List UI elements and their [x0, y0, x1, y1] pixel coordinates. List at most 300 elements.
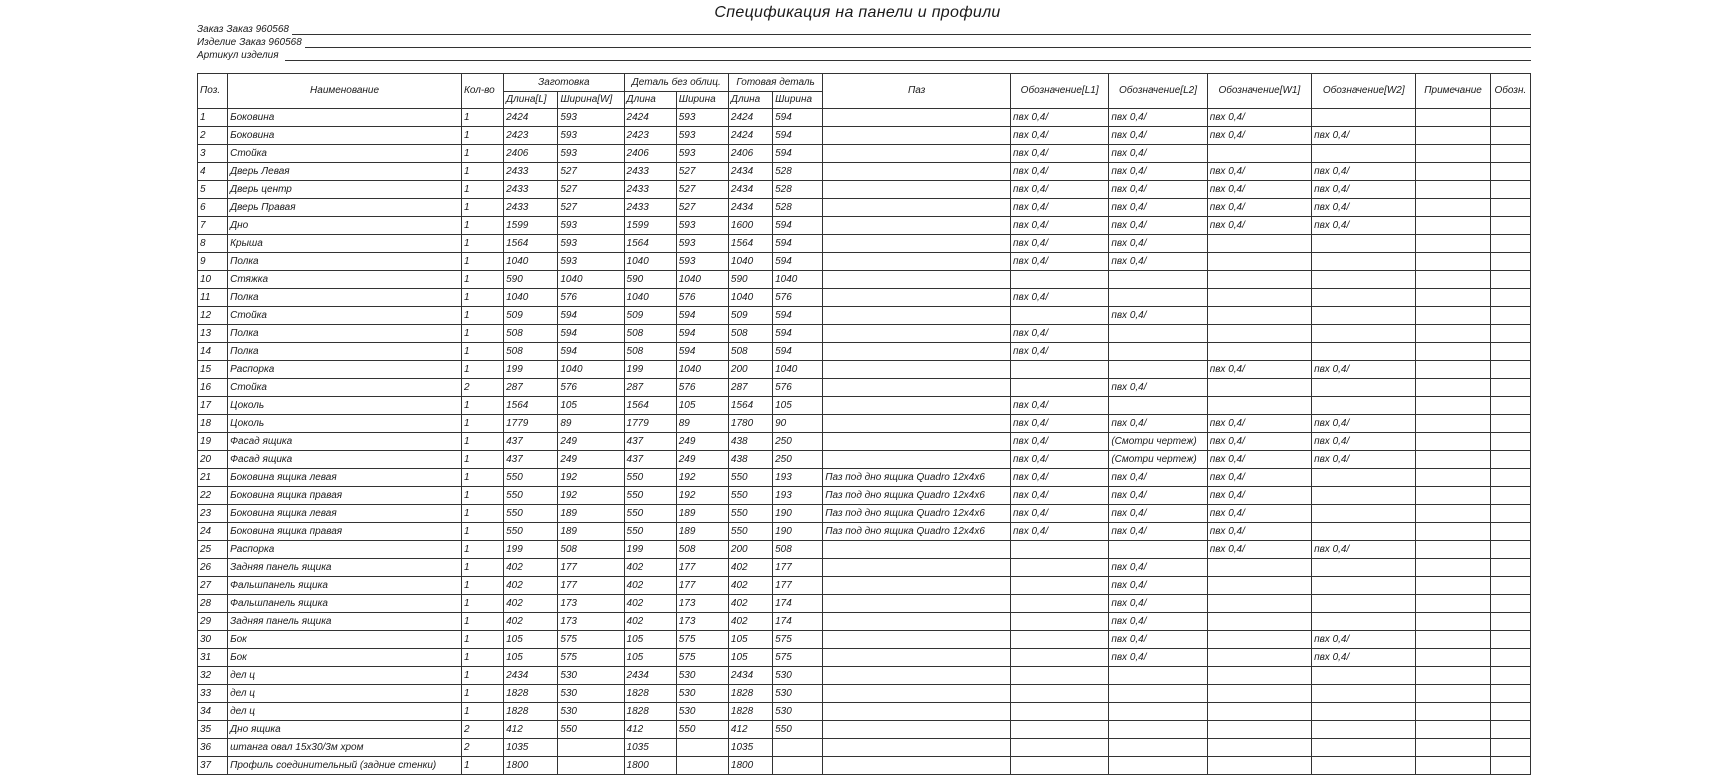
cell-finished-length: 412 [728, 721, 772, 739]
cell-blank-width: 593 [558, 145, 624, 163]
meta-article-label: Артикул изделия [197, 50, 282, 61]
cell-edge-l1: пвх 0,4/ [1010, 469, 1108, 487]
cell-edge-w1 [1207, 757, 1311, 775]
cell-edge-w1 [1207, 667, 1311, 685]
cell-edge-w1 [1207, 595, 1311, 613]
table-row [198, 541, 1531, 559]
cell-groove [823, 649, 1011, 667]
cell-detail-length: 2423 [624, 127, 676, 145]
cell-finished-width: 193 [773, 487, 823, 505]
cell-edge-w2 [1312, 379, 1416, 397]
cell-edge-l2 [1109, 541, 1207, 559]
cell-finished-length: 1828 [728, 685, 772, 703]
cell-groove [823, 577, 1011, 595]
cell-name: Стойка [228, 379, 462, 397]
cell-groove [823, 379, 1011, 397]
cell-note [1416, 685, 1490, 703]
cell-designation [1490, 487, 1530, 505]
cell-blank-width: 192 [558, 487, 624, 505]
cell-detail-width [676, 757, 728, 775]
header-blank-length: Длина[L] [504, 92, 558, 109]
cell-edge-l1: пвх 0,4/ [1010, 325, 1108, 343]
cell-detail-width: 530 [676, 703, 728, 721]
cell-finished-length: 105 [728, 631, 772, 649]
cell-edge-l1 [1010, 613, 1108, 631]
table-row [198, 379, 1531, 397]
cell-groove [823, 613, 1011, 631]
cell-qty: 1 [461, 595, 503, 613]
cell-blank-length: 1800 [504, 757, 558, 775]
cell-name: Крыша [228, 235, 462, 253]
cell-name: Полка [228, 289, 462, 307]
cell-name: Бок [228, 649, 462, 667]
cell-detail-width: 530 [676, 685, 728, 703]
cell-name: Дно [228, 217, 462, 235]
cell-blank-length: 1564 [504, 397, 558, 415]
cell-finished-width: 576 [773, 379, 823, 397]
cell-designation [1490, 523, 1530, 541]
cell-pos: 31 [198, 649, 228, 667]
header-groove: Паз [823, 74, 1011, 109]
cell-blank-width: 594 [558, 325, 624, 343]
cell-edge-l2: пвх 0,4/ [1109, 469, 1207, 487]
cell-blank-length: 2433 [504, 199, 558, 217]
cell-edge-l1: пвх 0,4/ [1010, 397, 1108, 415]
cell-blank-length: 1035 [504, 739, 558, 757]
cell-pos: 23 [198, 505, 228, 523]
cell-edge-w2 [1312, 739, 1416, 757]
cell-edge-l2: пвх 0,4/ [1109, 559, 1207, 577]
header-name: Наименование [228, 74, 462, 109]
cell-finished-length: 2434 [728, 163, 772, 181]
cell-finished-length: 287 [728, 379, 772, 397]
cell-note [1416, 217, 1490, 235]
table-row [198, 433, 1531, 451]
cell-qty: 1 [461, 235, 503, 253]
cell-finished-length: 1564 [728, 235, 772, 253]
cell-designation [1490, 685, 1530, 703]
cell-qty: 1 [461, 163, 503, 181]
cell-detail-width: 192 [676, 469, 728, 487]
cell-groove [823, 127, 1011, 145]
cell-name: Задняя панель ящика [228, 613, 462, 631]
cell-groove: Паз под дно ящика Quadro 12х4х6 [823, 469, 1011, 487]
cell-detail-length: 508 [624, 343, 676, 361]
cell-groove [823, 235, 1011, 253]
cell-pos: 9 [198, 253, 228, 271]
cell-finished-width: 550 [773, 721, 823, 739]
cell-edge-w1: пвх 0,4/ [1207, 415, 1311, 433]
cell-detail-length: 2433 [624, 181, 676, 199]
cell-pos: 16 [198, 379, 228, 397]
cell-qty: 1 [461, 703, 503, 721]
cell-name: Боковина ящика правая [228, 487, 462, 505]
cell-groove [823, 541, 1011, 559]
cell-qty: 1 [461, 685, 503, 703]
cell-name: Дверь Левая [228, 163, 462, 181]
cell-name: дел ц [228, 685, 462, 703]
cell-edge-w1: пвх 0,4/ [1207, 199, 1311, 217]
cell-finished-width: 190 [773, 505, 823, 523]
cell-edge-l1 [1010, 307, 1108, 325]
cell-qty: 1 [461, 415, 503, 433]
cell-detail-width: 249 [676, 451, 728, 469]
cell-note [1416, 235, 1490, 253]
spec-table-header [198, 74, 1531, 109]
cell-pos: 1 [198, 109, 228, 127]
cell-edge-l2 [1109, 757, 1207, 775]
cell-edge-w2 [1312, 289, 1416, 307]
cell-finished-width: 174 [773, 613, 823, 631]
cell-blank-width: 527 [558, 181, 624, 199]
cell-note [1416, 595, 1490, 613]
cell-finished-width: 594 [773, 235, 823, 253]
cell-qty: 1 [461, 109, 503, 127]
header-l1: Обозначение[L1] [1010, 74, 1108, 109]
cell-edge-l1: пвх 0,4/ [1010, 145, 1108, 163]
cell-qty: 1 [461, 325, 503, 343]
cell-edge-l2: пвх 0,4/ [1109, 505, 1207, 523]
cell-finished-width: 250 [773, 451, 823, 469]
cell-note [1416, 397, 1490, 415]
cell-note [1416, 325, 1490, 343]
cell-finished-width: 193 [773, 469, 823, 487]
cell-detail-width: 527 [676, 199, 728, 217]
header-w2: Обозначение[W2] [1312, 74, 1416, 109]
cell-pos: 2 [198, 127, 228, 145]
cell-blank-length: 2433 [504, 181, 558, 199]
cell-detail-length: 1828 [624, 703, 676, 721]
cell-note [1416, 163, 1490, 181]
cell-pos: 36 [198, 739, 228, 757]
cell-pos: 5 [198, 181, 228, 199]
cell-note [1416, 451, 1490, 469]
cell-finished-length: 550 [728, 469, 772, 487]
cell-edge-l1: пвх 0,4/ [1010, 451, 1108, 469]
cell-edge-w2: пвх 0,4/ [1312, 199, 1416, 217]
cell-name: Фальшпанель ящика [228, 577, 462, 595]
cell-name: Боковина [228, 127, 462, 145]
cell-designation [1490, 361, 1530, 379]
cell-edge-l1 [1010, 541, 1108, 559]
cell-edge-l1 [1010, 649, 1108, 667]
cell-detail-length: 550 [624, 505, 676, 523]
cell-blank-length: 287 [504, 379, 558, 397]
cell-finished-width [773, 757, 823, 775]
cell-pos: 3 [198, 145, 228, 163]
cell-groove [823, 397, 1011, 415]
cell-blank-length: 2434 [504, 667, 558, 685]
cell-edge-w1 [1207, 325, 1311, 343]
cell-detail-length: 412 [624, 721, 676, 739]
cell-blank-length: 509 [504, 307, 558, 325]
cell-pos: 14 [198, 343, 228, 361]
cell-detail-width: 508 [676, 541, 728, 559]
cell-edge-l1 [1010, 667, 1108, 685]
cell-edge-w1: пвх 0,4/ [1207, 541, 1311, 559]
cell-detail-width: 527 [676, 163, 728, 181]
cell-detail-length: 1564 [624, 235, 676, 253]
cell-finished-length: 1600 [728, 217, 772, 235]
cell-groove: Паз под дно ящика Quadro 12х4х6 [823, 523, 1011, 541]
cell-edge-l1 [1010, 379, 1108, 397]
cell-finished-width: 177 [773, 577, 823, 595]
cell-finished-length: 550 [728, 523, 772, 541]
cell-qty: 1 [461, 343, 503, 361]
table-row [198, 415, 1531, 433]
cell-edge-w1: пвх 0,4/ [1207, 487, 1311, 505]
cell-qty: 1 [461, 487, 503, 505]
cell-detail-length: 1599 [624, 217, 676, 235]
cell-edge-l2: пвх 0,4/ [1109, 253, 1207, 271]
cell-groove [823, 325, 1011, 343]
cell-edge-w2 [1312, 253, 1416, 271]
cell-edge-w2: пвх 0,4/ [1312, 217, 1416, 235]
cell-finished-width: 594 [773, 145, 823, 163]
cell-note [1416, 127, 1490, 145]
cell-qty: 1 [461, 631, 503, 649]
cell-note [1416, 505, 1490, 523]
cell-edge-l1: пвх 0,4/ [1010, 199, 1108, 217]
cell-finished-length: 1035 [728, 739, 772, 757]
cell-finished-width: 508 [773, 541, 823, 559]
cell-finished-width: 594 [773, 127, 823, 145]
cell-edge-l1 [1010, 595, 1108, 613]
cell-blank-length: 2406 [504, 145, 558, 163]
cell-finished-length: 1040 [728, 253, 772, 271]
table-row [198, 631, 1531, 649]
cell-edge-w2 [1312, 703, 1416, 721]
cell-groove [823, 181, 1011, 199]
cell-finished-width: 575 [773, 649, 823, 667]
cell-name: Боковина ящика правая [228, 523, 462, 541]
cell-finished-width: 1040 [773, 361, 823, 379]
cell-edge-w1: пвх 0,4/ [1207, 127, 1311, 145]
cell-edge-w1 [1207, 397, 1311, 415]
cell-note [1416, 559, 1490, 577]
cell-qty: 1 [461, 289, 503, 307]
cell-name: Дверь Правая [228, 199, 462, 217]
cell-groove [823, 739, 1011, 757]
cell-finished-width: 528 [773, 181, 823, 199]
cell-qty: 1 [461, 217, 503, 235]
cell-note [1416, 181, 1490, 199]
cell-qty: 1 [461, 397, 503, 415]
cell-groove [823, 595, 1011, 613]
cell-designation [1490, 451, 1530, 469]
cell-qty: 1 [461, 253, 503, 271]
cell-edge-w1: пвх 0,4/ [1207, 163, 1311, 181]
cell-edge-w1: пвх 0,4/ [1207, 361, 1311, 379]
cell-finished-length: 1040 [728, 289, 772, 307]
cell-edge-w2 [1312, 613, 1416, 631]
cell-name: штанга овал 15х30/3м хром [228, 739, 462, 757]
cell-finished-length: 402 [728, 613, 772, 631]
cell-detail-length: 2433 [624, 163, 676, 181]
cell-pos: 24 [198, 523, 228, 541]
cell-edge-l1: пвх 0,4/ [1010, 343, 1108, 361]
cell-edge-w1 [1207, 271, 1311, 289]
cell-edge-l2: пвх 0,4/ [1109, 307, 1207, 325]
meta-order-label: Заказ [197, 24, 226, 35]
cell-detail-length: 402 [624, 577, 676, 595]
cell-pos: 11 [198, 289, 228, 307]
cell-blank-length: 105 [504, 631, 558, 649]
table-row [198, 235, 1531, 253]
cell-groove [823, 631, 1011, 649]
cell-detail-length: 402 [624, 613, 676, 631]
table-row [198, 757, 1531, 775]
cell-edge-w2 [1312, 397, 1416, 415]
cell-detail-length: 199 [624, 541, 676, 559]
cell-groove [823, 361, 1011, 379]
cell-blank-length: 402 [504, 613, 558, 631]
cell-designation [1490, 613, 1530, 631]
cell-detail-width: 1040 [676, 361, 728, 379]
cell-groove [823, 757, 1011, 775]
cell-detail-width: 173 [676, 613, 728, 631]
cell-edge-w2 [1312, 505, 1416, 523]
cell-pos: 27 [198, 577, 228, 595]
cell-blank-width: 249 [558, 433, 624, 451]
table-row [198, 523, 1531, 541]
cell-edge-w2 [1312, 469, 1416, 487]
cell-blank-length: 2433 [504, 163, 558, 181]
cell-note [1416, 343, 1490, 361]
cell-qty: 2 [461, 379, 503, 397]
cell-pos: 26 [198, 559, 228, 577]
cell-pos: 13 [198, 325, 228, 343]
cell-pos: 19 [198, 433, 228, 451]
cell-groove [823, 667, 1011, 685]
cell-finished-length: 1828 [728, 703, 772, 721]
cell-edge-l2 [1109, 343, 1207, 361]
cell-blank-width: 575 [558, 649, 624, 667]
cell-qty: 1 [461, 613, 503, 631]
cell-qty: 1 [461, 667, 503, 685]
cell-finished-width: 1040 [773, 271, 823, 289]
cell-edge-w2: пвх 0,4/ [1312, 631, 1416, 649]
cell-edge-w2: пвх 0,4/ [1312, 127, 1416, 145]
cell-groove [823, 307, 1011, 325]
cell-edge-l2: пвх 0,4/ [1109, 145, 1207, 163]
cell-blank-width: 593 [558, 127, 624, 145]
cell-detail-length: 508 [624, 325, 676, 343]
cell-detail-length: 1828 [624, 685, 676, 703]
cell-blank-length: 402 [504, 559, 558, 577]
cell-name: Бок [228, 631, 462, 649]
header-blank: Заготовка [504, 74, 624, 92]
cell-designation [1490, 649, 1530, 667]
cell-finished-width: 594 [773, 217, 823, 235]
cell-detail-width: 593 [676, 253, 728, 271]
cell-blank-length: 105 [504, 649, 558, 667]
cell-edge-l2: пвх 0,4/ [1109, 523, 1207, 541]
cell-pos: 8 [198, 235, 228, 253]
cell-note [1416, 361, 1490, 379]
cell-blank-length: 550 [504, 523, 558, 541]
cell-edge-l1 [1010, 271, 1108, 289]
cell-edge-l2: пвх 0,4/ [1109, 235, 1207, 253]
cell-edge-w1 [1207, 649, 1311, 667]
cell-note [1416, 577, 1490, 595]
cell-edge-l2: пвх 0,4/ [1109, 109, 1207, 127]
table-row [198, 721, 1531, 739]
cell-blank-length: 1828 [504, 685, 558, 703]
cell-detail-width: 105 [676, 397, 728, 415]
cell-blank-width: 576 [558, 379, 624, 397]
cell-finished-length: 1780 [728, 415, 772, 433]
meta-product-value: Заказ 960568 [239, 37, 305, 48]
table-row [198, 487, 1531, 505]
cell-note [1416, 721, 1490, 739]
cell-designation [1490, 289, 1530, 307]
cell-note [1416, 757, 1490, 775]
cell-finished-width: 594 [773, 109, 823, 127]
cell-edge-w2 [1312, 757, 1416, 775]
cell-groove [823, 217, 1011, 235]
table-row [198, 289, 1531, 307]
cell-edge-w2 [1312, 523, 1416, 541]
cell-qty: 1 [461, 451, 503, 469]
cell-blank-width: 89 [558, 415, 624, 433]
cell-detail-length: 105 [624, 631, 676, 649]
cell-edge-l2: пвх 0,4/ [1109, 181, 1207, 199]
cell-edge-l2 [1109, 685, 1207, 703]
cell-blank-length: 1564 [504, 235, 558, 253]
cell-edge-l1: пвх 0,4/ [1010, 487, 1108, 505]
cell-edge-w2 [1312, 235, 1416, 253]
cell-edge-w2 [1312, 577, 1416, 595]
cell-detail-length: 550 [624, 487, 676, 505]
cell-groove [823, 271, 1011, 289]
cell-edge-l2: пвх 0,4/ [1109, 631, 1207, 649]
cell-finished-length: 2434 [728, 199, 772, 217]
cell-finished-length: 550 [728, 505, 772, 523]
cell-detail-width: 575 [676, 649, 728, 667]
cell-edge-w2 [1312, 721, 1416, 739]
cell-name: Фасад ящика [228, 433, 462, 451]
cell-edge-l2 [1109, 361, 1207, 379]
cell-edge-w1: пвх 0,4/ [1207, 217, 1311, 235]
cell-pos: 35 [198, 721, 228, 739]
cell-designation [1490, 559, 1530, 577]
cell-name: дел ц [228, 703, 462, 721]
cell-edge-w2: пвх 0,4/ [1312, 649, 1416, 667]
cell-blank-width: 575 [558, 631, 624, 649]
cell-blank-width: 173 [558, 595, 624, 613]
cell-edge-w1: пвх 0,4/ [1207, 451, 1311, 469]
cell-note [1416, 253, 1490, 271]
cell-groove [823, 253, 1011, 271]
cell-name: Стойка [228, 307, 462, 325]
cell-blank-width: 173 [558, 613, 624, 631]
cell-detail-length: 1040 [624, 253, 676, 271]
cell-name: Боковина [228, 109, 462, 127]
cell-detail-length: 550 [624, 469, 676, 487]
cell-edge-l1 [1010, 631, 1108, 649]
table-row [198, 271, 1531, 289]
cell-name: Фасад ящика [228, 451, 462, 469]
cell-designation [1490, 145, 1530, 163]
cell-blank-width: 594 [558, 343, 624, 361]
cell-detail-length: 2406 [624, 145, 676, 163]
cell-edge-l2 [1109, 289, 1207, 307]
cell-blank-length: 437 [504, 451, 558, 469]
cell-groove [823, 343, 1011, 361]
cell-edge-l1 [1010, 703, 1108, 721]
cell-note [1416, 703, 1490, 721]
